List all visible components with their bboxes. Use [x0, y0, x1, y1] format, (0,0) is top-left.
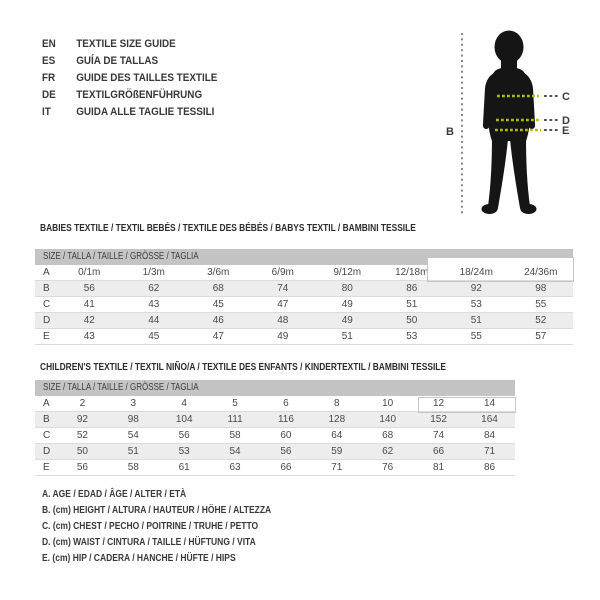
size-value: 66: [413, 444, 464, 460]
size-value: 58: [108, 460, 159, 476]
size-row-b: [35, 281, 573, 297]
size-value: 51: [108, 444, 159, 460]
size-value: 59: [311, 444, 362, 460]
size-row-d: [35, 313, 573, 329]
row-label: A: [35, 265, 57, 281]
size-value: 152: [413, 412, 464, 428]
size-value: 56: [57, 460, 108, 476]
size-value: 1/3m: [122, 265, 187, 281]
legend-line-hip: E. (cm) HIP / CADERA / HANCHE / HÜFTE / HIPS: [42, 553, 236, 564]
size-value: 53: [380, 329, 445, 345]
size-row-c: [35, 297, 573, 313]
size-value: 53: [159, 444, 210, 460]
size-value: 45: [186, 297, 251, 313]
language-row: [42, 53, 217, 70]
size-value: 74: [413, 428, 464, 444]
size-value: 12: [413, 396, 464, 412]
size-value: 64: [311, 428, 362, 444]
size-header-label: SIZE / TALLA / TAILLE / GRÖSSE / TAGLIA: [43, 382, 199, 393]
size-value: 104: [159, 412, 210, 428]
size-value: 56: [159, 428, 210, 444]
size-value: 111: [210, 412, 261, 428]
language-label: GUÍA DE TALLAS: [76, 55, 159, 67]
size-value: 140: [362, 412, 413, 428]
size-value: 49: [315, 297, 380, 313]
size-value: 98: [108, 412, 159, 428]
size-value: 10: [362, 396, 413, 412]
size-value: 51: [444, 313, 509, 329]
size-value: 3/6m: [186, 265, 251, 281]
size-value: 24/36m: [509, 265, 574, 281]
legend-line-chest: C. (cm) CHEST / PECHO / POITRINE / TRUHE / PETTO: [42, 521, 259, 532]
size-value: 68: [186, 281, 251, 297]
size-value: 68: [362, 428, 413, 444]
size-value: 47: [251, 297, 316, 313]
row-label: C: [35, 297, 57, 313]
size-value: 55: [444, 329, 509, 345]
babies-table-grid: [35, 265, 573, 345]
size-value: 18/24m: [444, 265, 509, 281]
size-value: 50: [57, 444, 108, 460]
child-silhouette-icon: [482, 31, 537, 215]
highlight-patch: [427, 257, 573, 265]
size-row-c: [35, 428, 515, 444]
language-code: EN: [42, 38, 56, 50]
size-value: 4: [159, 396, 210, 412]
children-table-grid: [35, 396, 515, 476]
size-value: 128: [311, 412, 362, 428]
height-label: B: [446, 126, 454, 138]
babies-size-table: [35, 249, 573, 345]
size-row-e: [35, 460, 515, 476]
children-section-title: CHILDREN'S TEXTILE / TEXTIL NIÑO/A / TEXTILE DES ENFANTS / KINDERTEXTIL / BAMBINI TESSILE: [40, 362, 447, 373]
size-value: 58: [210, 428, 261, 444]
row-label: B: [35, 412, 57, 428]
language-label: GUIDE DES TAILLES TEXTILE: [76, 72, 218, 84]
size-value: 12/18m: [380, 265, 445, 281]
size-value: 54: [108, 428, 159, 444]
size-value: 52: [509, 313, 574, 329]
size-value: 50: [380, 313, 445, 329]
size-row-b: [35, 412, 515, 428]
babies-section-title: BABIES TEXTILE / TEXTIL BEBÉS / TEXTILE DES BÉBÉS / BABYS TEXTIL / BAMBINI TESSILE: [40, 223, 416, 234]
row-label: C: [35, 428, 57, 444]
size-value: 81: [413, 460, 464, 476]
size-value: 3: [108, 396, 159, 412]
hip-label: E: [562, 125, 570, 137]
row-label: E: [35, 460, 57, 476]
language-row: [42, 104, 217, 121]
size-value: 84: [464, 428, 515, 444]
size-value: 61: [159, 460, 210, 476]
language-label: GUIDA ALLE TAGLIE TESSILI: [76, 106, 215, 118]
size-value: 41: [57, 297, 122, 313]
size-value: 60: [261, 428, 312, 444]
size-row-a: [35, 265, 573, 281]
size-value: 92: [57, 412, 108, 428]
language-row: [42, 87, 217, 104]
size-value: 54: [210, 444, 261, 460]
size-value: 44: [122, 313, 187, 329]
row-label: D: [35, 444, 57, 460]
row-label: B: [35, 281, 57, 297]
language-code: IT: [42, 106, 51, 118]
size-value: 164: [464, 412, 515, 428]
size-value: 45: [122, 329, 187, 345]
size-value: 14: [464, 396, 515, 412]
legend-line-height: B. (cm) HEIGHT / ALTURA / HAUTEUR / HÖHE / ALTEZZA: [42, 505, 272, 516]
size-value: 80: [315, 281, 380, 297]
size-value: 63: [210, 460, 261, 476]
size-value: 48: [251, 313, 316, 329]
size-value: 46: [186, 313, 251, 329]
size-value: 6/9m: [251, 265, 316, 281]
chest-label: C: [562, 91, 570, 103]
language-list: [42, 36, 237, 121]
size-value: 56: [261, 444, 312, 460]
size-value: 51: [315, 329, 380, 345]
size-value: 62: [362, 444, 413, 460]
size-value: 49: [251, 329, 316, 345]
language-label: TEXTILGRÖßENFÜHRUNG: [76, 89, 203, 101]
waist-label: D: [562, 115, 570, 127]
size-value: 0/1m: [57, 265, 122, 281]
size-value: 6: [261, 396, 312, 412]
size-value: 55: [509, 297, 574, 313]
size-value: 8: [311, 396, 362, 412]
size-value: 53: [444, 297, 509, 313]
language-code: ES: [42, 55, 56, 67]
legend-line-waist: D. (cm) WAIST / CINTURA / TAILLE / HÜFTUNG / VITA: [42, 537, 256, 548]
size-value: 5: [210, 396, 261, 412]
language-label: TEXTILE SIZE GUIDE: [76, 38, 176, 50]
children-size-table: [35, 380, 515, 476]
size-value: 74: [251, 281, 316, 297]
size-header-bar: [35, 380, 515, 396]
size-value: 47: [186, 329, 251, 345]
language-code: FR: [42, 72, 56, 84]
size-value: 86: [380, 281, 445, 297]
size-value: 43: [57, 329, 122, 345]
size-value: 49: [315, 313, 380, 329]
size-value: 86: [464, 460, 515, 476]
row-label: E: [35, 329, 57, 345]
size-value: 51: [380, 297, 445, 313]
legend-line-age: A. AGE / EDAD / ÂGE / ALTER / ETÀ: [42, 489, 187, 500]
size-value: 71: [311, 460, 362, 476]
size-value: 76: [362, 460, 413, 476]
language-code: DE: [42, 89, 56, 101]
measurement-figure: [440, 25, 595, 220]
size-value: 56: [57, 281, 122, 297]
row-label: A: [35, 396, 57, 412]
language-row: [42, 36, 217, 53]
size-value: 57: [509, 329, 574, 345]
size-value: 92: [444, 281, 509, 297]
size-value: 62: [122, 281, 187, 297]
size-value: 66: [261, 460, 312, 476]
row-label: D: [35, 313, 57, 329]
size-value: 2: [57, 396, 108, 412]
size-value: 116: [261, 412, 312, 428]
size-value: 43: [122, 297, 187, 313]
size-value: 52: [57, 428, 108, 444]
size-row-d: [35, 444, 515, 460]
size-value: 42: [57, 313, 122, 329]
size-value: 9/12m: [315, 265, 380, 281]
language-row: [42, 70, 217, 87]
size-value: 98: [509, 281, 574, 297]
size-header-label: SIZE / TALLA / TAILLE / GRÖSSE / TAGLIA: [43, 251, 199, 262]
size-row-e: [35, 329, 573, 345]
size-row-a: [35, 396, 515, 412]
size-value: 71: [464, 444, 515, 460]
measurement-legend: [42, 487, 312, 567]
